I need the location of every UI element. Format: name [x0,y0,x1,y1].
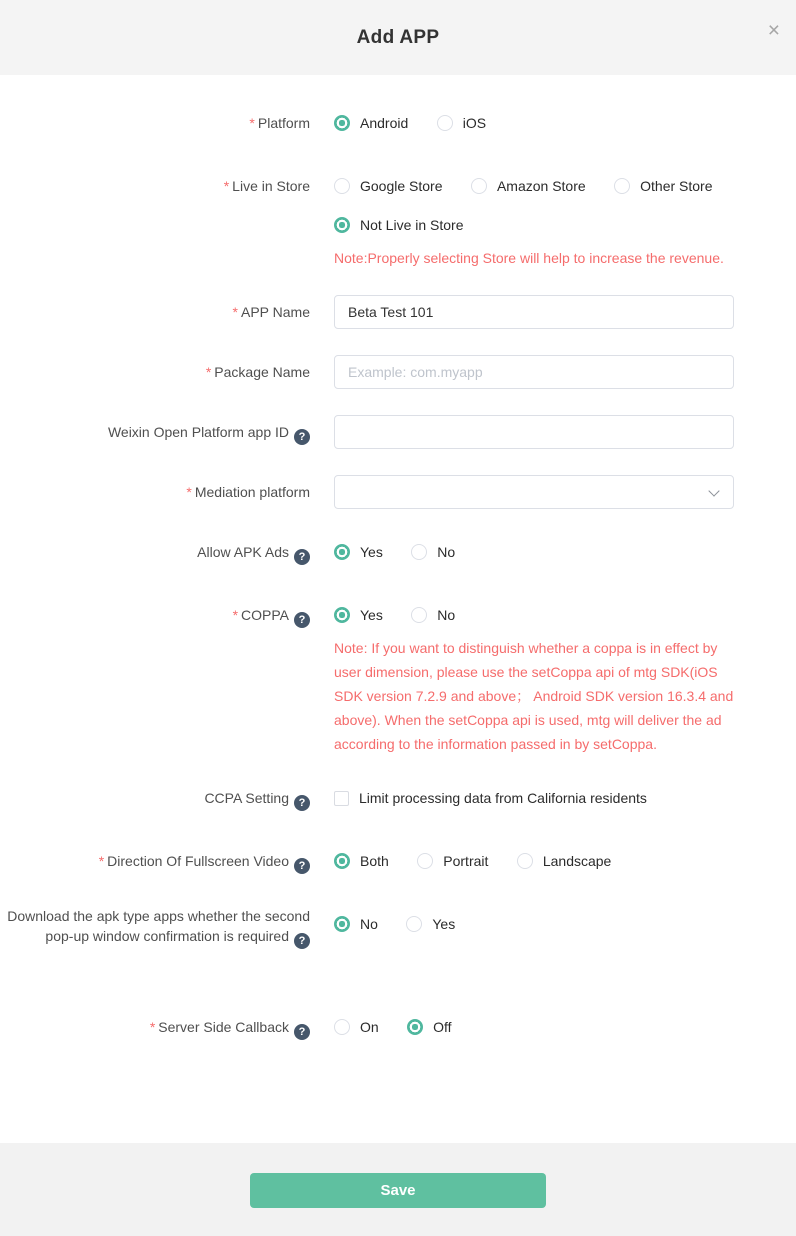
form-row-weixin-app-id [0,415,796,449]
field-label-allow-apk-ads: Allow APK Ads ? [0,542,310,565]
required-asterisk: * [232,304,238,320]
radio-unselected-icon [411,607,427,623]
help-icon[interactable]: ? [294,549,310,565]
package-name-input[interactable] [334,355,734,389]
radio-unselected-icon [334,1019,350,1035]
radio-selected-icon [334,217,350,233]
field-label-apk-download-confirmation: Download the apk type apps whether the second pop-up window confirmation is required ? [7,908,310,947]
field-label-weixin-app-id: Weixin Open Platform app ID ? [0,415,310,449]
field-label-coppa: * COPPA ? [0,605,310,628]
required-asterisk: * [232,607,239,623]
radio-coppa-yes[interactable]: Yes [334,605,383,625]
field-label-mediation-platform: * Mediation platform [186,484,310,500]
radio-unselected-icon [406,916,422,932]
radio-google-store[interactable]: Google Store [334,176,443,196]
save-button[interactable]: Save [250,1173,546,1208]
required-asterisk: * [223,178,230,194]
form-row-package-name [0,355,796,389]
field-label-platform: * Platform [249,115,310,131]
radio-unselected-icon [471,178,487,194]
dialog-title: Add APP [356,26,440,48]
radio-unselected-icon [411,544,427,560]
mediation-platform-select[interactable] [334,475,734,509]
required-asterisk: * [149,1019,156,1035]
required-asterisk: * [249,115,255,131]
field-label-package-name: * Package Name [205,364,310,380]
radio-confirmation-no[interactable]: No [334,914,378,934]
field-label-live-in-store: * Live in Store [223,178,310,194]
form-row-coppa [0,605,796,756]
field-label-app-name: * APP Name [232,304,310,320]
checkbox-unchecked-icon [334,791,349,806]
required-asterisk: * [205,364,212,380]
form-row-apk-download-confirmation [0,906,796,949]
form-row-ccpa-setting [0,788,796,811]
field-label-server-side-callback: * Server Side Callback ? [0,1017,310,1040]
radio-direction-landscape[interactable]: Landscape [517,851,612,871]
store-note: Note:Properly selecting Store will help to increase the revenue. [334,250,724,266]
radio-apk-ads-no[interactable]: No [411,542,455,562]
help-icon[interactable]: ? [294,858,310,874]
radio-direction-portrait[interactable]: Portrait [417,851,488,871]
radio-unselected-icon [334,178,350,194]
help-icon[interactable]: ? [294,795,310,811]
radio-other-store[interactable]: Other Store [614,176,712,196]
coppa-note: Note: If you want to distinguish whether a coppa is in effect by user dimension, please use the setCoppa api of mtg SDK(iOS SDK version 7.2.9 and above； Android SDK version 16.3.4 and above). When the setCoppa api is used, mtg will deliver the ad according to the information passed in by setCoppa. [334,640,734,752]
help-icon[interactable]: ? [294,612,310,628]
radio-callback-on[interactable]: On [334,1017,379,1037]
radio-ios[interactable]: iOS [437,113,486,133]
help-icon[interactable]: ? [294,933,310,949]
help-icon[interactable]: ? [294,429,310,445]
radio-selected-icon [407,1019,423,1035]
form-row-app-name [0,295,796,329]
form-row-live-in-store [0,176,796,270]
radio-selected-icon [334,115,350,131]
radio-callback-off[interactable]: Off [407,1017,451,1037]
add-app-form [0,75,796,1143]
help-icon[interactable]: ? [294,1024,310,1040]
radio-coppa-no[interactable]: No [411,605,455,625]
radio-unselected-icon [417,853,433,869]
radio-selected-icon [334,916,350,932]
radio-unselected-icon [517,853,533,869]
radio-not-live-in-store[interactable]: Not Live in Store [334,215,464,235]
form-row-mediation-platform [0,475,796,509]
dialog-footer [0,1143,796,1236]
radio-unselected-icon [437,115,453,131]
chevron-down-icon [708,485,719,496]
radio-confirmation-yes[interactable]: Yes [406,914,455,934]
required-asterisk: * [186,484,192,500]
field-label-ccpa-setting: CCPA Setting ? [0,788,310,811]
required-asterisk: * [98,853,105,869]
radio-selected-icon [334,607,350,623]
ccpa-checkbox[interactable]: Limit processing data from California residents [334,788,647,808]
dialog-header [0,0,796,75]
radio-selected-icon [334,544,350,560]
radio-apk-ads-yes[interactable]: Yes [334,542,383,562]
radio-android[interactable]: Android [334,113,408,133]
weixin-app-id-input[interactable] [334,415,734,449]
form-row-server-side-callback [0,1017,796,1040]
field-label-fullscreen-direction: * Direction Of Fullscreen Video ? [0,851,310,874]
close-icon[interactable]: × [767,19,780,42]
radio-selected-icon [334,853,350,869]
radio-amazon-store[interactable]: Amazon Store [471,176,586,196]
radio-unselected-icon [614,178,630,194]
app-name-input[interactable] [334,295,734,329]
form-row-fullscreen-direction [0,851,796,874]
radio-direction-both[interactable]: Both [334,851,389,871]
form-row-allow-apk-ads [0,542,796,565]
form-row-platform [0,113,796,136]
